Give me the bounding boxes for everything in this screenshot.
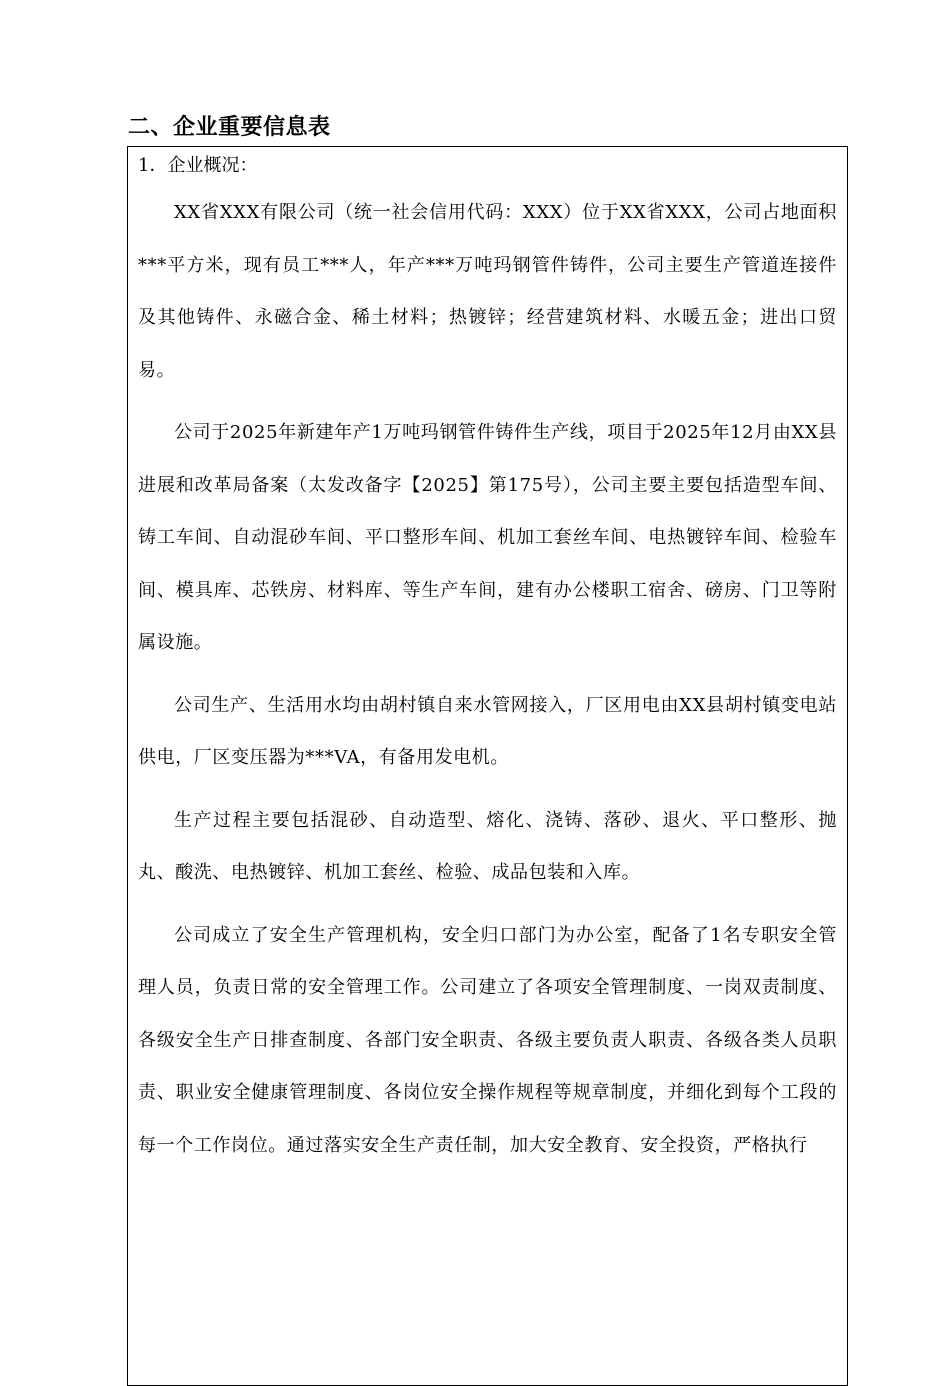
paragraph-utilities: 公司生产、生活用水均由胡村镇自来水管网接入，厂区用电由XX县胡村镇变电站供电，厂区变压器为***VA，有备用发电机。 <box>138 694 837 768</box>
subheading-enterprise-overview: 1．企业概况： <box>138 155 258 176</box>
table-cell <box>138 149 837 1182</box>
section-title: 二、企业重要信息表 <box>128 115 331 140</box>
paragraph-company-profile: XX省XXX有限公司（统一社会信用代码：XXX）位于XX省XXX，公司占地面积***平方米，现有员工***人，年产***万吨玛钢管件铸件，公司主要生产管道连接件及其他铸件、永磁合金、稀土材料；热镀锌；经营建筑材料、水暖五金；进出口贸易。 <box>138 202 837 381</box>
paragraph-safety-management: 公司成立了安全生产管理机构，安全归口部门为办公室，配备了1名专职安全管理人员，负责日常的安全管理工作。公司建立了各项安全管理制度、一岗双责制度、各级安全生产日排查制度、各部门安全职责、各级主要负责人职责、各级各类人员职责、职业安全健康管理制度、各岗位安全操作规程等规章制度，并细化到每个工段的每一个工作岗位。通过落实安全生产责任制，加大安全教育、安全投资，严格执行 <box>138 924 837 1156</box>
paragraph-production-process: 生产过程主要包括混砂、自动造型、熔化、浇铸、落砂、退火、平口整形、抛丸、酸洗、电热镀锌、机加工套丝、检验、成品包装和入库。 <box>138 809 837 883</box>
paragraph-production-line: 公司于2025年新建年产1万吨玛钢管件铸件生产线，项目于2025年12月由XX县进展和改革局备案（太发改备字【2025】第175号），公司主要主要包括造型车间、铸工车间、自动混砂车间、平口整形车间、机加工套丝车间、电热镀锌车间、检验车间、模具库、芯铁房、材料库、等生产车间，建有办公楼职工宿舍、磅房、门卫等附属设施。 <box>138 422 837 653</box>
enterprise-info-table <box>127 146 848 1386</box>
